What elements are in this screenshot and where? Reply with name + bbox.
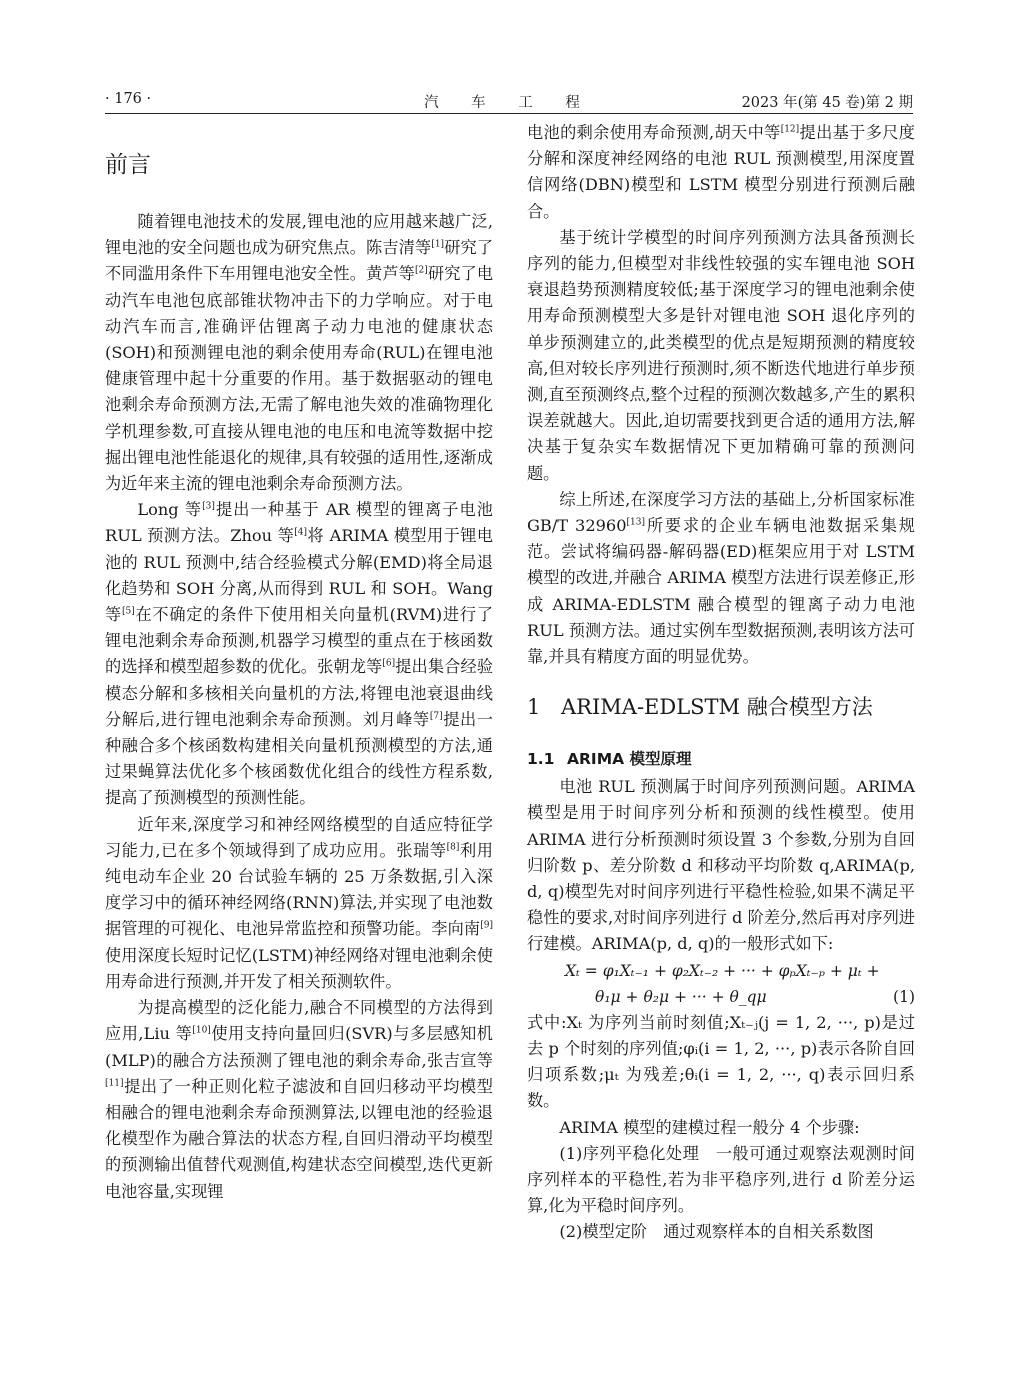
page-number: · 176 ·	[105, 91, 152, 107]
citation-marker: [12]	[780, 124, 800, 135]
subsection-heading	[527, 746, 915, 772]
section-number: 1	[527, 695, 541, 720]
citation-marker: [10]	[192, 1025, 211, 1036]
citation-marker: [2]	[415, 266, 428, 277]
paragraph: 综上所述,在深度学习方法的基础上,分析国家标准 GB/T 32960[13]所要求的企业车辆电池数据采集规范。尝试将编码器-解码器(ED)框架应用于对 LSTM 模型的改进,并融合 ARIMA 模型方法进行误差修正,形成 ARIMA-EDLSTM 融合模型的锂离子动力电池 RUL 预测方法。通过实例车型数据预测,表明该方法可靠,并具有精度方面的明显优势。	[527, 489, 915, 667]
issue-info: 2023 年(第 45 卷)第 2 期	[741, 95, 913, 111]
paragraph: 电池的剩余使用寿命预测,胡天中等[12]提出基于多尺度分解和深度神经网络的电池 RUL 预测模型,用深度置信网络(DBN)模型和 LSTM 模型分别进行预测后融合。	[527, 123, 915, 221]
paragraph: Long 等[3]提出一种基于 AR 模型的锂离子电池 RUL 预测方法。Zhou 等[4]将 ARIMA 模型用于锂电池的 RUL 预测中,结合经验模式分解(EMD)将全局退化趋势和 SOH 分离,从而得到 RUL 和 SOH。Wang 等[5]在不确定的条件下使用相关向量机(RVM)进行了锂电池剩余寿命预测,机器学习模型的重点在于核函数的选择和模型超参数的优化。张朝龙等[6]提出集合经验模态分解和多核相关向量机的方法,将锂电池衰退曲线分解后,进行锂电池剩余寿命预测。刘月峰等[7]提出一种融合多个核函数构建相关向量机预测模型的方法,通过果蝇算法优化多个核函数优化组合的线性方程系数,提高了预测模型的预测性能。	[105, 500, 494, 808]
section-title: ARIMA-EDLSTM 融合模型方法	[561, 695, 873, 720]
citation-marker: [5]	[121, 606, 135, 617]
citation-marker: [3]	[202, 501, 215, 512]
citation-marker: [11]	[105, 1078, 124, 1089]
citation-marker: [13]	[626, 517, 646, 528]
paragraph: (2)模型定阶 通过观察样本的自相关系数图	[559, 1222, 874, 1242]
equation	[527, 958, 915, 1010]
paragraph: 电池 RUL 预测属于时间序列预测问题。ARIMA 模型是用于时间序列分析和预测的线性模型。使用 ARIMA 进行分析预测时须设置 3 个参数,分别为自回归阶数 p、差分阶数 d 和移动平均阶数 q,ARIMA(p, d, q)模型先对时间序列进行平稳性检验,如果不满足平稳性的要求,对时间序列进行 d 阶差分,然后再对序列进行建模。ARIMA(p, d, q)的一般形式如下:	[527, 777, 915, 954]
citation-marker: [1]	[431, 239, 445, 250]
paragraph: 为提高模型的泛化能力,融合不同模型的方法得到应用,Liu 等[10]使用支持向量回归(SVR)与多层感知机(MLP)的融合方法预测了锂电池的剩余寿命,张吉宣等[11]提出了一种正则化粒子滤波和自回归移动平均模型相融合的锂电池剩余寿命预测算法,以锂电池的经验退化模型作为融合算法的状态方程,自回归滑动平均模型的预测输出值替代观测值,构建状态空间模型,迭代更新电池容量,实现锂	[105, 998, 493, 1201]
citation-marker: [9]	[480, 921, 493, 932]
paragraph: 基于统计学模型的时间序列预测方法具备预测长序列的能力,但模型对非线性较强的实车锂电池 SOH 衰退趋势预测精度较低;基于深度学习的锂电池剩余使用寿命预测模型大多是针对锂电池 SOH 退化序列的单步预测建立的,此类模型的优点是短期预测的精度较高,但对较长序列进行预测时,须不断迭代地进行单步预测,直至预测终点,整个过程的预测次数越多,产生的累积误差就越大。因此,迫切需要找到更合适的通用方法,解决基于复杂实车数据情况下更加精确可靠的预测问题。	[527, 227, 915, 483]
citation-marker: [6]	[382, 659, 396, 670]
equation-line-2: θ₁μ + θ₂μ + ··· + θ_qμ	[595, 987, 767, 1006]
equation-explanation: 式中:Xₜ 为序列当前时刻值;Xₜ₋ⱼ(j = 1, 2, ···, p)是过去 p 个时刻的序列值;φᵢ(i = 1, 2, ···, p)表示各阶自回归项系数;μₜ 为残差;θᵢ(i = 1, 2, ···, q)表示回归系数。	[527, 1012, 915, 1111]
subsection-title: ARIMA 模型原理	[567, 750, 692, 769]
journal-name: 汽 车 工 程	[424, 95, 594, 111]
paragraph: 近年来,深度学习和神经网络模型的自适应特征学习能力,已在多个领域得到了成功应用。张瑞等[8]利用纯电动车企业 20 台试验车辆的 25 万条数据,引入深度学习中的循环神经网络(RNN)算法,并实现了电池数据管理的可视化、电池异常监控和预警功能。李向南[9]使用深度长短时记忆(LSTM)神经网络对锂电池剩余使用寿命进行预测,并开发了相关预测软件。	[105, 814, 493, 991]
citation-marker: [8]	[446, 842, 460, 853]
paragraph: (1)序列平稳化处理 一般可通过观察法观测时间序列样本的平稳性,若为非平稳序列,进行 d 阶差分运算,化为平稳时间序列。	[527, 1143, 915, 1216]
subsection-number: 1.1	[527, 750, 555, 769]
paragraph: 随着锂电池技术的发展,锂电池的应用越来越广泛,锂电池的安全问题也成为研究焦点。陈吉清等[1]研究了不同滥用条件下车用锂电池安全性。黄芦等[2]研究了电动汽车电池包底部锥状物冲击下的力学响应。对于电动汽车而言,准确评估锂离子动力电池的健康状态(SOH)和预测锂电池的剩余使用寿命(RUL)在锂电池健康管理中起十分重要的作用。基于数据驱动的锂电池剩余寿命预测方法,无需了解电池失效的准确物理化学机理参数,可直接从锂电池的电压和电流等数据中挖掘出锂电池性能退化的规律,具有较强的适用性,逐渐成为近年来主流的锂电池剩余寿命预测方法。	[105, 212, 494, 494]
header-rule	[105, 113, 913, 114]
intro-heading: 前言	[105, 152, 151, 178]
left-column	[105, 120, 493, 1205]
equation-line-1: Xₜ = φ₁Xₜ₋₁ + φ₂Xₜ₋₂ + ··· + φₚXₜ₋ₚ + μₜ +	[565, 961, 880, 980]
paragraph: ARIMA 模型的建模过程一般分 4 个步骤:	[559, 1117, 860, 1137]
section-heading	[527, 692, 915, 722]
equation-number: (1)	[893, 987, 915, 1006]
right-column	[527, 120, 915, 1246]
citation-marker: [7]	[429, 711, 443, 722]
running-header	[105, 91, 913, 113]
citation-marker: [4]	[294, 528, 308, 539]
